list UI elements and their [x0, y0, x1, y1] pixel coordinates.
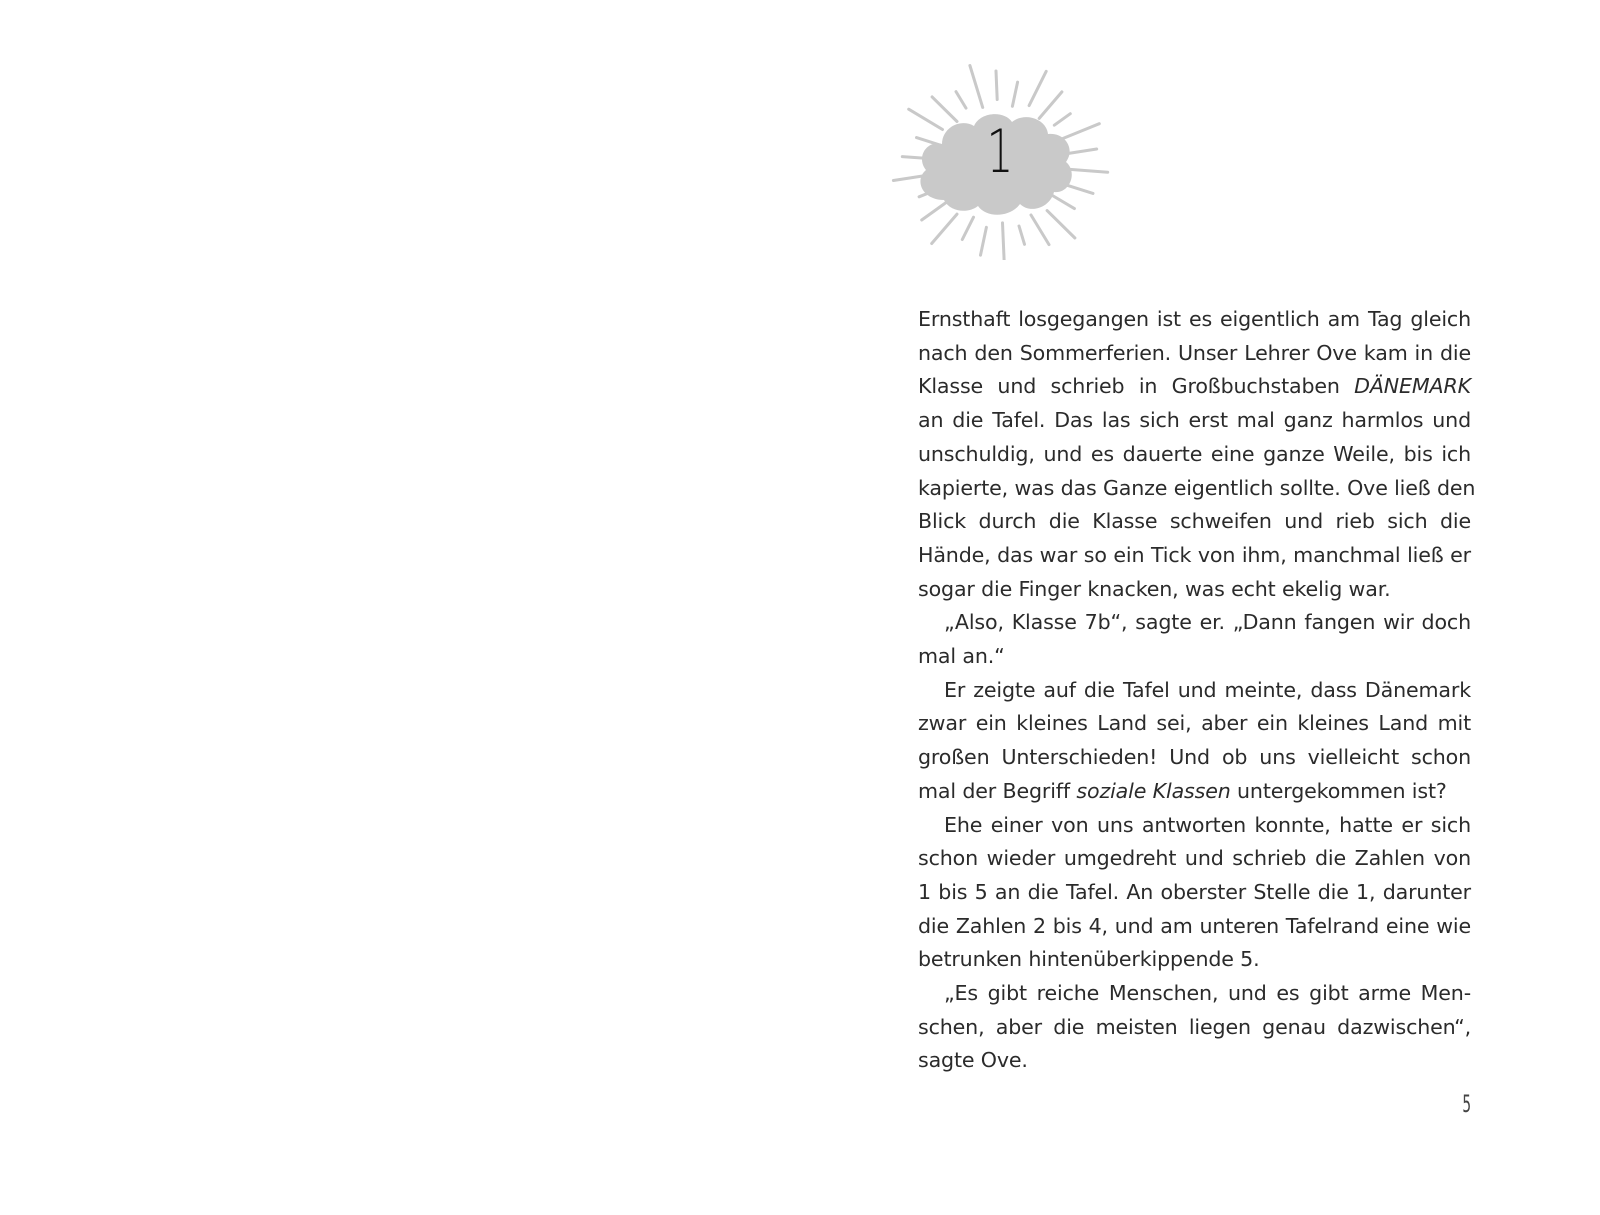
text-line: Er zeigte auf die Tafel und meinte, dass Dänemark [944, 677, 1471, 702]
text-line: „Also, Klasse 7b“, sagte er. „Dann fangen wir doch [944, 610, 1471, 635]
sunburst-ray [1039, 92, 1062, 119]
sunburst-ray [996, 71, 997, 100]
page-number: 5 [1462, 1090, 1471, 1118]
chapter-number: 1 [986, 117, 1014, 187]
text-line: schen, aber die meisten liegen genau dazwischen“, [918, 1014, 1471, 1039]
sunburst-ray [1003, 223, 1005, 260]
sunburst-ray [1029, 71, 1046, 105]
text-line: betrunken hintenüberkippende 5. [918, 947, 1260, 972]
sunburst-ray [1012, 82, 1017, 106]
sunburst-ray [1065, 184, 1094, 193]
paragraph-1 [918, 303, 1476, 606]
sunburst-ray [956, 92, 966, 109]
sunburst-ray [981, 227, 987, 255]
text-line [918, 775, 1471, 809]
text-line: 1 bis 5 an die Tafel. An oberster Stelle die 1, darunter [918, 879, 1471, 904]
text-line [918, 370, 1471, 404]
text-fragment: untergekommen ist? [1230, 778, 1447, 803]
text-line: nach den Sommerferien. Unser Lehrer Ove kam in die [918, 340, 1471, 365]
sunburst-ray [962, 217, 973, 239]
body-text [918, 303, 1476, 1078]
sunburst-ray [970, 66, 983, 108]
text-line: die Zahlen 2 bis 4, und am unteren Tafelrand eine wie [918, 913, 1471, 938]
chapter-emblem [882, 48, 1118, 260]
text-line: „Es gibt reiche Menschen, und es gibt arme Men- [944, 981, 1471, 1006]
text-line: sogar die Finger knacken, was echt ekelig war. [918, 576, 1391, 601]
text-line: an die Tafel. Das las sich erst mal ganz harmlos und [918, 408, 1471, 433]
right-page [800, 0, 1600, 1215]
text-fragment: mal der Begriff [918, 778, 1077, 803]
sunburst-ray [1052, 196, 1074, 209]
paragraph-5 [918, 977, 1471, 1078]
text-line: großen Unterschieden! Und ob uns vielleicht schon [918, 745, 1471, 770]
text-line: Ehe einer von uns antworten konnte, hatte er sich [944, 812, 1471, 837]
text-fragment: Klasse und schrieb in Großbuchstaben [918, 374, 1355, 399]
emphasis-daenemark: DÄNEMARK [1354, 374, 1471, 399]
text-line: mal an.“ [918, 644, 1005, 669]
paragraph-2 [918, 606, 1471, 673]
paragraph-4 [918, 809, 1471, 978]
sunburst-ray [1031, 215, 1049, 245]
sunburst-ray [1019, 226, 1025, 244]
sunburst-ray [932, 97, 957, 122]
text-line: schon wieder umgedreht und schrieb die Zahlen von [918, 846, 1471, 871]
emphasis-soziale-klassen: soziale Klassen [1076, 778, 1231, 803]
text-line: Ernsthaft losgegangen ist es eigentlich am Tag gleich [918, 307, 1471, 331]
sunburst-ray [932, 214, 957, 243]
text-line: kapierte, was das Ganze eigentlich sollte. Ove ließ den [918, 475, 1476, 500]
sunburst-ray [1047, 211, 1075, 238]
text-line: sagte Ove. [918, 1048, 1028, 1073]
text-line: unschuldig, und es dauerte eine ganze Weile, bis ich [918, 441, 1471, 466]
text-line: Hände, das war so ein Tick von ihm, manchmal ließ er [918, 542, 1471, 567]
paragraph-3 [918, 674, 1471, 809]
text-line: Blick durch die Klasse schweifen und rieb sich die [918, 509, 1471, 534]
text-line: zwar ein kleines Land sei, aber ein kleines Land mit [918, 711, 1471, 736]
